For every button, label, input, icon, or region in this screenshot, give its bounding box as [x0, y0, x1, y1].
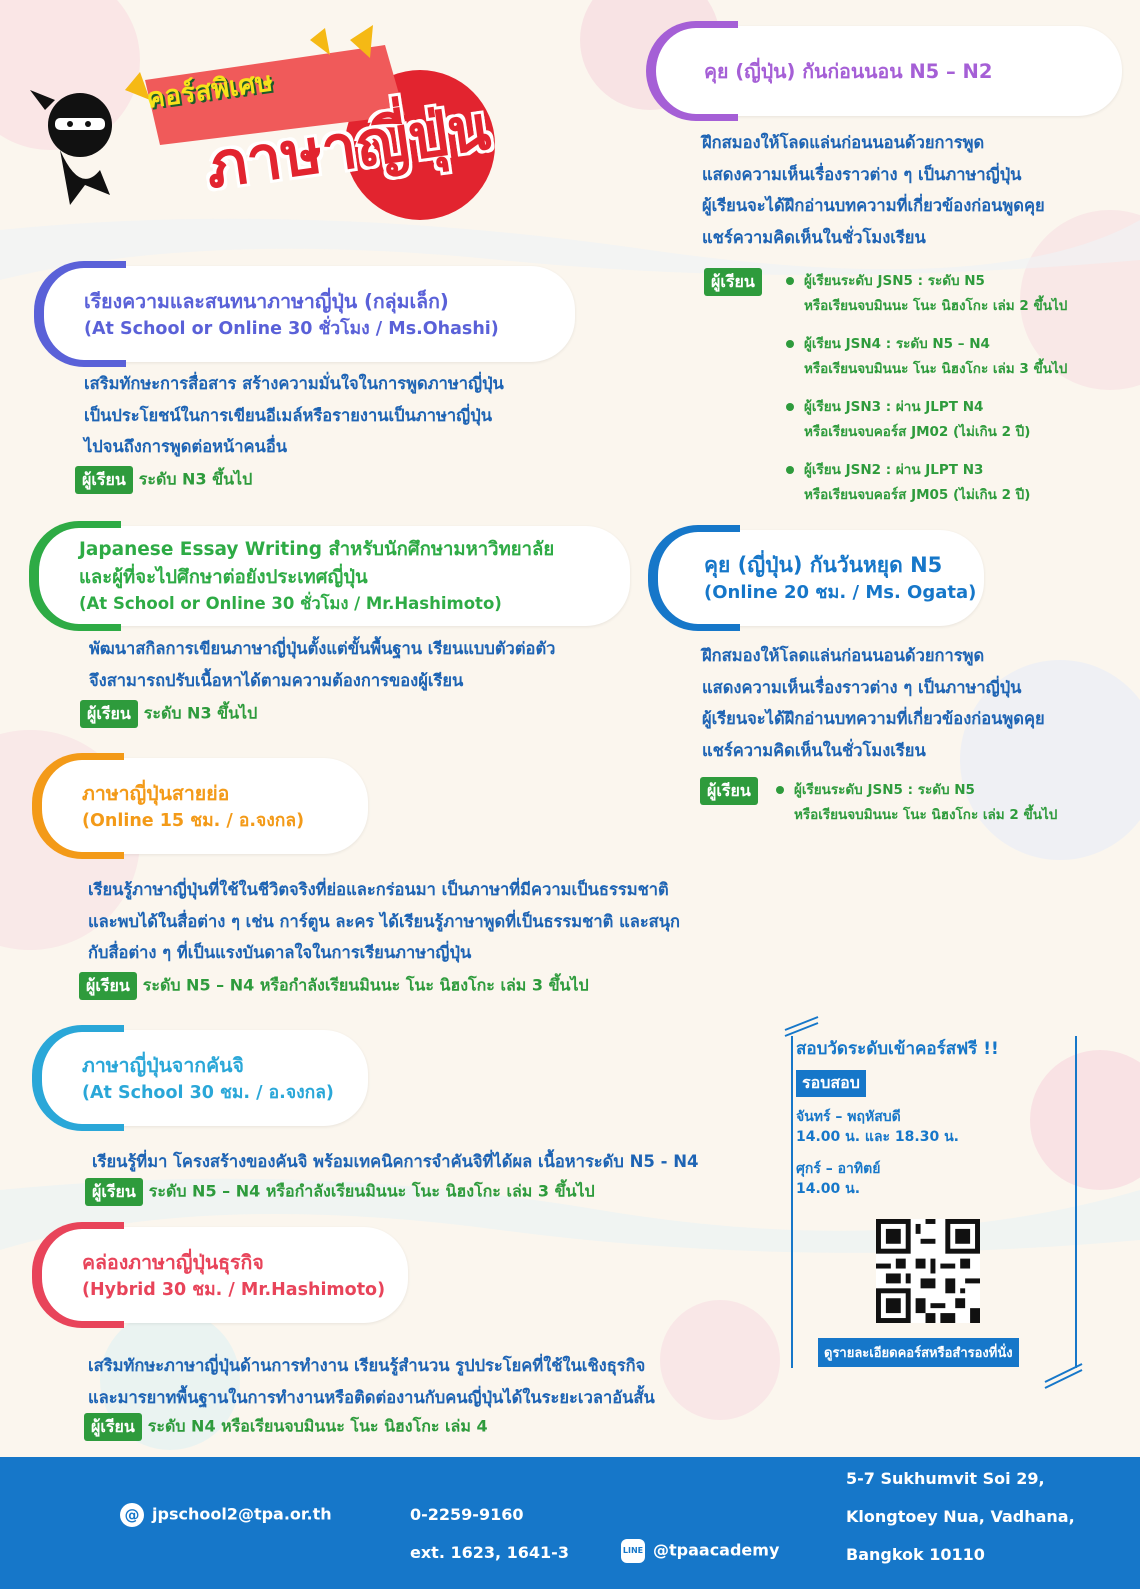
desc-line: ฝึกสมองให้โลดแล่นก่อนนอนด้วยการพูด — [702, 133, 985, 152]
learner-badge: ผู้เรียน — [84, 1413, 142, 1441]
desc-line: เรียนรู้ที่มา โครงสร้างของคันจิ พร้อมเทคนิคการจำคันจิที่ได้ผล เนื้อหาระดับ N5 - N4 — [92, 1152, 699, 1171]
exam-time-weekday: 14.00 น. และ 18.30 น. — [796, 1129, 959, 1145]
banner-title: ภาษาญี่ปุ่น — [201, 90, 495, 203]
course-arc — [34, 261, 126, 367]
learner-row — [79, 972, 589, 1000]
learner-badge: ผู้เรียน — [700, 777, 758, 805]
course-arc — [32, 753, 124, 859]
course-header-business — [38, 1227, 408, 1323]
learner-level: ระดับ N4 หรือเรียนจบมินนะ โนะ นิฮงโกะ เล่ม 4 — [147, 1416, 488, 1436]
learner-badge: ผู้เรียน — [75, 466, 133, 494]
course-subtitle: (Online 15 ชม. / อ.จงกล) — [82, 810, 305, 831]
learner-bullet — [786, 395, 1067, 445]
bullet-line: หรือเรียนจบคอร์ส JM05 (ไม่เกิน 2 ปี) — [804, 487, 1031, 503]
bullet-line: ผู้เรียน JSN4 : ระดับ N5 – N4 — [804, 336, 990, 352]
footer — [0, 1457, 1140, 1589]
desc-line: แชร์ความคิดเห็นในชั่วโมงเรียน — [702, 227, 926, 247]
bullet-line: ผู้เรียนระดับ JSN5 : ระดับ N5 — [794, 782, 975, 798]
exam-round-label: รอบสอบ — [796, 1070, 866, 1097]
learner-bullet-list — [786, 269, 1067, 521]
course-description — [702, 127, 1045, 253]
course-description — [92, 1146, 699, 1178]
desc-line: ผู้เรียนจะได้ฝึกอ่านบทความที่เกี่ยวข้องก่อนพูดคุย — [702, 709, 1045, 728]
learner-level: ระดับ N3 ขึ้นไป — [143, 703, 258, 723]
course-title: คุย (ญี่ปุ่น) กันวันหยุด N5 — [704, 552, 943, 577]
desc-line: เรียนรู้ภาษาญี่ปุ่นที่ใช้ในชีวิตจริงที่ย่อและกร่อนมา เป็นภาษาที่มีความเป็นธรรมชาติ — [88, 880, 669, 899]
desc-line: แชร์ความคิดเห็นในชั่วโมงเรียน — [702, 740, 926, 760]
exam-days-weekday: จันทร์ – พฤหัสบดี — [796, 1109, 901, 1125]
exam-cta-button[interactable]: ดูรายละเอียดคอร์สหรือสำรองที่นั่ง — [818, 1338, 1019, 1367]
course-title: เรียงความและสนทนาภาษาญี่ปุ่น (กลุ่มเล็ก) — [84, 289, 449, 313]
footer-phone[interactable]: 0-2259-9160 — [410, 1505, 524, 1524]
learner-row — [75, 466, 252, 494]
desc-line: และมารยาทพื้นฐานในการทำงานหรือติดต่องานกับคนญี่ปุ่นได้ในระยะเวลาอันสั้น — [88, 1387, 655, 1407]
learner-level: ระดับ N5 – N4 หรือกำลังเรียนมินนะ โนะ นิฮงโกะ เล่ม 3 ขึ้นไป — [142, 975, 589, 995]
course-arc — [32, 1025, 124, 1131]
course-title: ภาษาญี่ปุ่นสายย่อ — [82, 781, 230, 805]
footer-address-line: Bangkok 10110 — [846, 1545, 985, 1564]
footer-address-line: 5-7 Sukhumvit Soi 29, — [846, 1469, 1045, 1488]
learner-bullet — [786, 332, 1067, 382]
desc-line: ฝึกสมองให้โลดแล่นก่อนนอนด้วยการพูด — [702, 646, 985, 665]
banner-badge: คอร์สพิเศษ — [144, 66, 275, 115]
course-description — [702, 640, 1045, 766]
course-header-kanji — [38, 1030, 368, 1126]
course-title: Japanese Essay Writing สำหรับนักศึกษามหาวิทยาลัย — [79, 539, 555, 560]
footer-line[interactable] — [621, 1539, 779, 1563]
footer-phone-ext: ext. 1623, 1641-3 — [410, 1543, 569, 1562]
course-title: คุย (ญี่ปุ่น) กันก่อนนอน N5 – N2 — [704, 59, 993, 83]
course-arc — [32, 1222, 124, 1328]
exam-days-weekend: ศุกร์ – อาทิตย์ — [796, 1161, 881, 1177]
bullet-line: ผู้เรียน JSN2 : ผ่าน JLPT N3 — [804, 462, 984, 478]
course-description — [84, 368, 504, 463]
desc-line: และพบได้ในสื่อต่าง ๆ เช่น การ์ตูน ละคร ได้เรียนรู้ภาษาพูดที่เป็นธรรมชาติ และสนุก — [88, 911, 681, 931]
course-subtitle: (At School or Online 30 ชั่วโมง / Mr.Hashimoto) — [79, 594, 502, 613]
bullet-line: หรือเรียนจบมินนะ โนะ นิฮงโกะ เล่ม 2 ขึ้นไป — [804, 298, 1068, 314]
bullet-line: หรือเรียนจบคอร์ส JM02 (ไม่เกิน 2 ปี) — [804, 424, 1031, 440]
course-arc — [29, 521, 121, 631]
footer-address-line: Klongtoey Nua, Vadhana, — [846, 1507, 1075, 1526]
learner-badge: ผู้เรียน — [85, 1178, 143, 1206]
footer-line-text: @tpaacademy — [653, 1540, 780, 1560]
desc-line: กับสื่อต่าง ๆ ที่เป็นแรงบันดาลใจในการเรียนภาษาญี่ปุ่น — [88, 943, 472, 962]
course-description — [88, 874, 680, 969]
learner-level: ระดับ N3 ขึ้นไป — [138, 469, 253, 489]
course-title: คล่องภาษาญี่ปุ่นธุรกิจ — [82, 1250, 264, 1274]
course-subtitle: (At School 30 ชม. / อ.จงกล) — [82, 1082, 334, 1103]
learner-bullet-list — [776, 778, 1057, 841]
learner-bullet — [776, 778, 1057, 828]
learner-row — [84, 1413, 488, 1441]
learner-row — [80, 700, 257, 728]
course-description — [88, 1350, 655, 1413]
course-description — [89, 633, 555, 696]
course-subtitle: (At School or Online 30 ชั่วโมง / Ms.Ohashi) — [84, 318, 499, 339]
desc-line: เป็นประโยชน์ในการเขียนอีเมล์หรือรายงานเป็นภาษาญี่ปุ่น — [84, 405, 492, 425]
desc-line: เสริมทักษะการสื่อสาร สร้างความมั่นใจในการพูดภาษาญี่ปุ่น — [84, 374, 504, 393]
bullet-line: หรือเรียนจบมินนะ โนะ นิฮงโกะ เล่ม 2 ขึ้นไป — [794, 807, 1058, 823]
footer-email-text: jpschool2@tpa.or.th — [152, 1504, 332, 1524]
course-title: ภาษาญี่ปุ่นจากคันจิ — [82, 1053, 244, 1077]
desc-line: จึงสามารถปรับเนื้อหาได้ตามความต้องการของผู้เรียน — [89, 670, 464, 690]
course-header-slang — [38, 758, 368, 854]
learner-bullet — [786, 269, 1067, 319]
course-header-conversation — [40, 266, 575, 362]
desc-line: แสดงความเห็นเรื่องราวต่าง ๆ เป็นภาษาญี่ปุ่น — [702, 164, 1022, 184]
course-arc — [648, 525, 740, 631]
qr-code[interactable] — [876, 1219, 980, 1323]
learner-badge: ผู้เรียน — [704, 268, 762, 296]
bullet-line: หรือเรียนจบมินนะ โนะ นิฮงโกะ เล่ม 3 ขึ้นไป — [804, 361, 1068, 377]
bullet-line: ผู้เรียน JSN3 : ผ่าน JLPT N4 — [804, 399, 984, 415]
learner-row — [85, 1178, 595, 1206]
email-icon: @ — [120, 1503, 144, 1527]
exam-title: สอบวัดระดับเข้าคอร์สฟรี !! — [796, 1039, 999, 1059]
learner-badge: ผู้เรียน — [80, 700, 138, 728]
course-title-line2: และผู้ที่จะไปศึกษาต่อยังประเทศญี่ปุ่น — [79, 567, 368, 588]
course-subtitle: (Hybrid 30 ชม. / Mr.Hashimoto) — [82, 1279, 386, 1300]
course-header-holiday-talk — [654, 530, 984, 626]
desc-line: ไปจนถึงการพูดต่อหน้าคนอื่น — [84, 437, 288, 456]
course-subtitle: (Online 20 ชม. / Ms. Ogata) — [704, 581, 977, 603]
desc-line: ผู้เรียนจะได้ฝึกอ่านบทความที่เกี่ยวข้องก่อนพูดคุย — [702, 196, 1045, 215]
learner-badge: ผู้เรียน — [79, 972, 137, 1000]
desc-line: เสริมทักษะภาษาญี่ปุ่นด้านการทำงาน เรียนรู้สำนวน รูปประโยคที่ใช้ในเชิงธุรกิจ — [88, 1356, 646, 1375]
desc-line: แสดงความเห็นเรื่องราวต่าง ๆ เป็นภาษาญี่ปุ่น — [702, 677, 1022, 697]
course-header-bedtime-talk — [652, 26, 1122, 116]
exam-time-weekend: 14.00 น. — [796, 1181, 861, 1197]
bullet-line: ผู้เรียนระดับ JSN5 : ระดับ N5 — [804, 273, 985, 289]
learner-bullet — [786, 458, 1067, 508]
course-arc — [646, 21, 738, 121]
desc-line: พัฒนาสกิลการเขียนภาษาญี่ปุ่นตั้งแต่ขั้นพื้นฐาน เรียนแบบตัวต่อตัว — [89, 639, 556, 658]
course-header-essay — [35, 526, 630, 626]
learner-level: ระดับ N5 – N4 หรือกำลังเรียนมินนะ โนะ นิฮงโกะ เล่ม 3 ขึ้นไป — [148, 1181, 595, 1201]
footer-email[interactable] — [120, 1503, 332, 1527]
line-icon: LINE — [621, 1539, 645, 1563]
